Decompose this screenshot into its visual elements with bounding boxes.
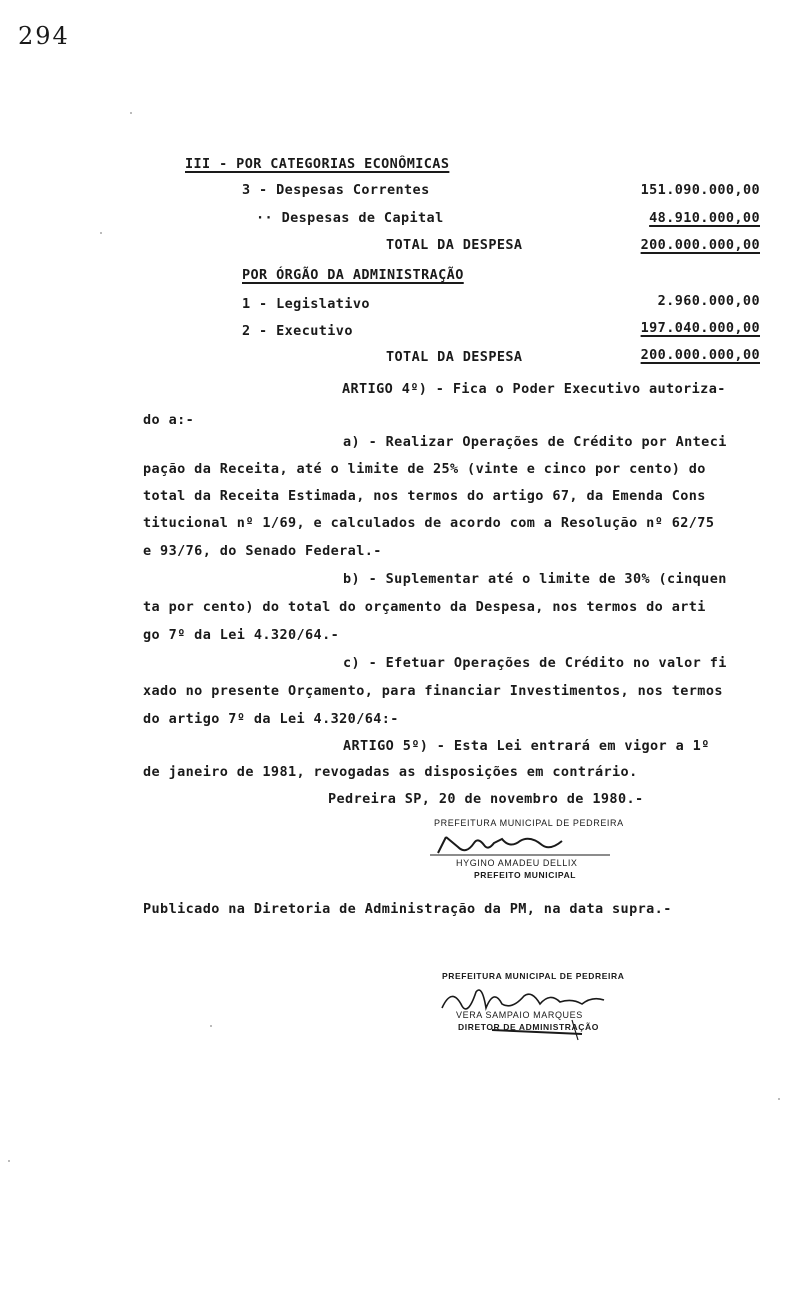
orgaos-item-label: 2 - Executivo	[242, 323, 353, 339]
orgaos-item-label: 1 - Legislativo	[242, 296, 370, 312]
categories-total-value: 200.000.000,00	[640, 237, 760, 253]
categories-item-value: 48.910.000,00	[649, 210, 760, 226]
stamp-org: PREFEITURA MUNICIPAL DE PEDREIRA	[442, 971, 625, 981]
article4-intro-cont: do a:-	[143, 412, 195, 428]
article4-intro: ARTIGO 4º) - Fica o Poder Executivo autoriza-	[342, 381, 726, 397]
orgaos-item-value: 2.960.000,00	[657, 293, 760, 309]
mayor-signature	[430, 829, 620, 861]
director-role: DIRETOR DE ADMINISTRAÇÃO	[458, 1022, 599, 1032]
categories-item-value: 151.090.000,00	[640, 182, 760, 198]
orgaos-heading: POR ÓRGÃO DA ADMINISTRAÇÃO	[242, 267, 464, 283]
director-name: VERA SAMPAIO MARQUES	[456, 1010, 583, 1020]
categories-total-label: TOTAL DA DESPESA	[386, 237, 523, 253]
article4-a-line: titucional nº 1/69, e calculados de acordo com a Resolução nº 62/75	[143, 515, 715, 531]
article4-b-line: go 7º da Lei 4.320/64.-	[143, 627, 340, 643]
article4-c-line: xado no presente Orçamento, para financiar Investimentos, nos termos	[143, 683, 723, 699]
categories-item-label: ·· Despesas de Capital	[256, 210, 444, 226]
categories-item-label: 3 - Despesas Correntes	[242, 182, 430, 198]
article4-c-line: c) - Efetuar Operações de Crédito no valor fi	[343, 655, 727, 671]
place-date: Pedreira SP, 20 de novembro de 1980.-	[328, 791, 644, 807]
stamp-org: PREFEITURA MUNICIPAL DE PEDREIRA	[434, 818, 624, 828]
mayor-role: PREFEITO MUNICIPAL	[474, 870, 577, 880]
orgaos-total-value: 200.000.000,00	[640, 347, 760, 363]
article5-line: ARTIGO 5º) - Esta Lei entrará em vigor a 1º	[343, 738, 710, 754]
article4-a-line: pação da Receita, até o limite de 25% (vinte e cinco por cento) do	[143, 461, 706, 477]
page-number: 294	[18, 22, 70, 50]
article4-a-line: a) - Realizar Operações de Crédito por Anteci	[343, 434, 727, 450]
mayor-name: HYGINO AMADEU DELLIX	[456, 858, 578, 868]
article4-b-line: ta por cento) do total do orçamento da Despesa, nos termos do arti	[143, 599, 706, 615]
orgaos-item-value: 197.040.000,00	[640, 320, 760, 336]
orgaos-total-label: TOTAL DA DESPESA	[386, 349, 523, 365]
article4-a-line: e 93/76, do Senado Federal.-	[143, 543, 382, 559]
article4-b-line: b) - Suplementar até o limite de 30% (cinquen	[343, 571, 727, 587]
article5-line: de janeiro de 1981, revogadas as disposições em contrário.	[143, 764, 638, 780]
article4-c-line: do artigo 7º da Lei 4.320/64:-	[143, 711, 399, 727]
categories-heading: III - POR CATEGORIAS ECONÔMICAS	[185, 156, 450, 172]
article4-a-line: total da Receita Estimada, nos termos do artigo 67, da Emenda Cons	[143, 488, 706, 504]
publication-note: Publicado na Diretoria de Administração da PM, na data supra.-	[143, 901, 672, 917]
